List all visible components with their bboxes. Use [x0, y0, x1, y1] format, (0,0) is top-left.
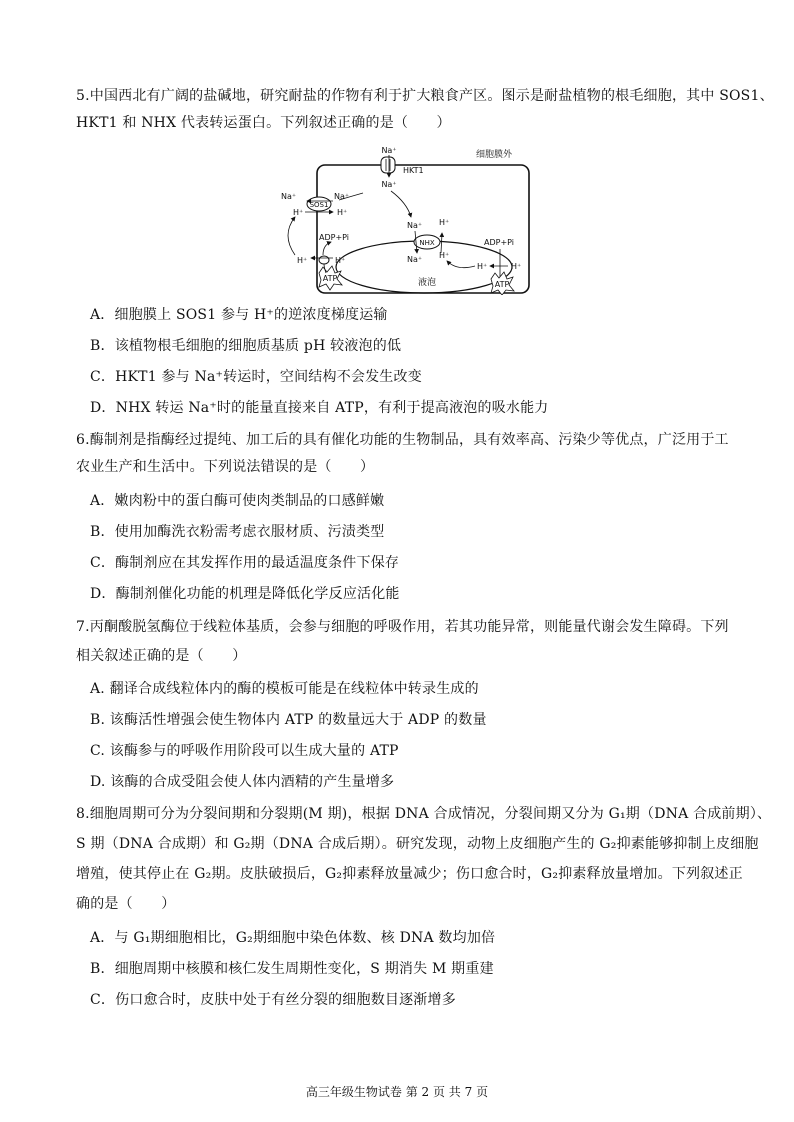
q5-option-c: C．HKT1 参与 Na⁺转运时，空间结构不会发生改变 [90, 369, 422, 385]
nhx-h-vac: H⁺ [439, 251, 450, 260]
q6-stem-line-1: 6.酶制剂是指酶经过提纯、加工后的具有催化功能的生物制品，具有效率高、污染少等优点，广泛用于工 [76, 432, 729, 448]
q7-option-b: B. 该酶活性增强会使生物体内 ATP 的数量远大于 ADP 的数量 [90, 712, 487, 728]
root-hair-cell-diagram [279, 145, 534, 295]
q5-option-d: D．NHX 转运 Na⁺时的能量直接来自 ATP，有利于提高液泡的吸水能力 [90, 400, 549, 416]
plasma-proton-pump [319, 256, 329, 264]
sos1-label: SOS1 [309, 201, 329, 209]
q8-stem-line-3: 增殖，使其停止在 G₂期。皮肤破损后，G₂抑素释放量减少；伤口愈合时，G₂抑素释放量增加。下列叙述正 [76, 866, 743, 882]
sos1-h-in: H⁺ [337, 208, 348, 217]
pump2-h-in: H⁺ [477, 262, 488, 271]
q6-option-d: D．酶制剂催化功能的机理是降低化学反应活化能 [90, 586, 400, 602]
pump1-atp: ATP [322, 274, 338, 283]
pump2-atp: ATP [494, 280, 510, 289]
page-footer: 高三年级生物试卷 第 2 页 共 7 页 [305, 1085, 489, 1099]
q8-option-b: B．细胞周期中核膜和核仁发生周期性变化，S 期消失 M 期重建 [90, 961, 494, 977]
sos1-h-out: H⁺ [293, 208, 304, 217]
sos1-na-out: Na⁺ [281, 192, 297, 201]
pump1-h-out: H⁺ [297, 256, 308, 265]
hkt1-label: HKT1 [403, 166, 424, 175]
q7-stem-line-2: 相关叙述正确的是（ ） [76, 648, 247, 664]
vacuole-label: 液泡 [417, 278, 437, 288]
q6-option-c: C．酶制剂应在其发挥作用的最适温度条件下保存 [90, 555, 400, 571]
q6-stem-line-2: 农业生产和生活中。下列说法错误的是（ ） [76, 459, 375, 475]
pump1-h-in: H⁺ [335, 256, 346, 265]
q5-option-b: B．该植物根毛细胞的细胞质基质 pH 较液泡的低 [90, 338, 402, 354]
q8-stem-line-4: 确的是（ ） [76, 896, 176, 912]
q8-stem-line-2: S 期（DNA 合成期）和 G₂期（DNA 合成后期）。研究发现，动物上皮细胞产生的 G₂抑素能够抑制上皮细胞 [76, 836, 759, 852]
q6-option-a: A．嫩肉粉中的蛋白酶可使肉类制品的口感鲜嫩 [90, 493, 385, 509]
hkt1-na-out: Na⁺ [381, 146, 397, 155]
q7-option-c: C. 该酶参与的呼吸作用阶段可以生成大量的 ATP [90, 743, 399, 759]
q7-option-d: D. 该酶的合成受阻会使人体内酒精的产生量增多 [90, 774, 395, 790]
q6-option-b: B．使用加酶洗衣粉需考虑衣服材质、污渍类型 [90, 524, 385, 540]
pump2-h-out: H⁺ [511, 262, 522, 271]
q7-stem-line-1: 7.丙酮酸脱氢酶位于线粒体基质，会参与细胞的呼吸作用，若其功能异常，则能量代谢会发生障碍。下列 [76, 619, 729, 635]
q7-option-a: A. 翻译合成线粒体内的酶的模板可能是在线粒体中转录生成的 [90, 681, 479, 697]
nhx-label: NHX [419, 239, 435, 247]
pump2-adp-pi: ADP+Pi [484, 238, 515, 247]
pump1-adp-pi: ADP+Pi [319, 233, 350, 242]
nhx-na-cyto: Na⁺ [407, 221, 423, 230]
q8-stem-line-1: 8.细胞周期可分为分裂间期和分裂期(M 期)，根据 DNA 合成情况，分裂间期又分为 G₁期（DNA 合成前期）、 [76, 806, 772, 822]
q8-option-c: C．伤口愈合时，皮肤中处于有丝分裂的细胞数目逐渐增多 [90, 992, 456, 1008]
outside-label: 细胞膜外 [475, 150, 513, 160]
hkt1-channel [381, 157, 395, 173]
hkt1-na-in: Na⁺ [381, 180, 397, 189]
q5-option-a: A．细胞膜上 SOS1 参与 H⁺的逆浓度梯度运输 [90, 307, 388, 323]
q5-stem-line-1: 5.中国西北有广阔的盐碱地，研究耐盐的作物有利于扩大粮食产区。图示是耐盐植物的根毛细胞，其中 SOS1、 [76, 88, 774, 104]
q5-stem-line-2: HKT1 和 NHX 代表转运蛋白。下列叙述正确的是（ ） [76, 115, 451, 131]
sos1-na-in: Na⁺ [334, 192, 350, 201]
q8-option-a: A．与 G₁期细胞相比，G₂期细胞中染色体数、核 DNA 数均加倍 [90, 930, 496, 946]
nhx-h-cyto: H⁺ [439, 218, 450, 227]
cell-membrane [317, 165, 529, 293]
nhx-na-vac: Na⁺ [407, 255, 423, 264]
